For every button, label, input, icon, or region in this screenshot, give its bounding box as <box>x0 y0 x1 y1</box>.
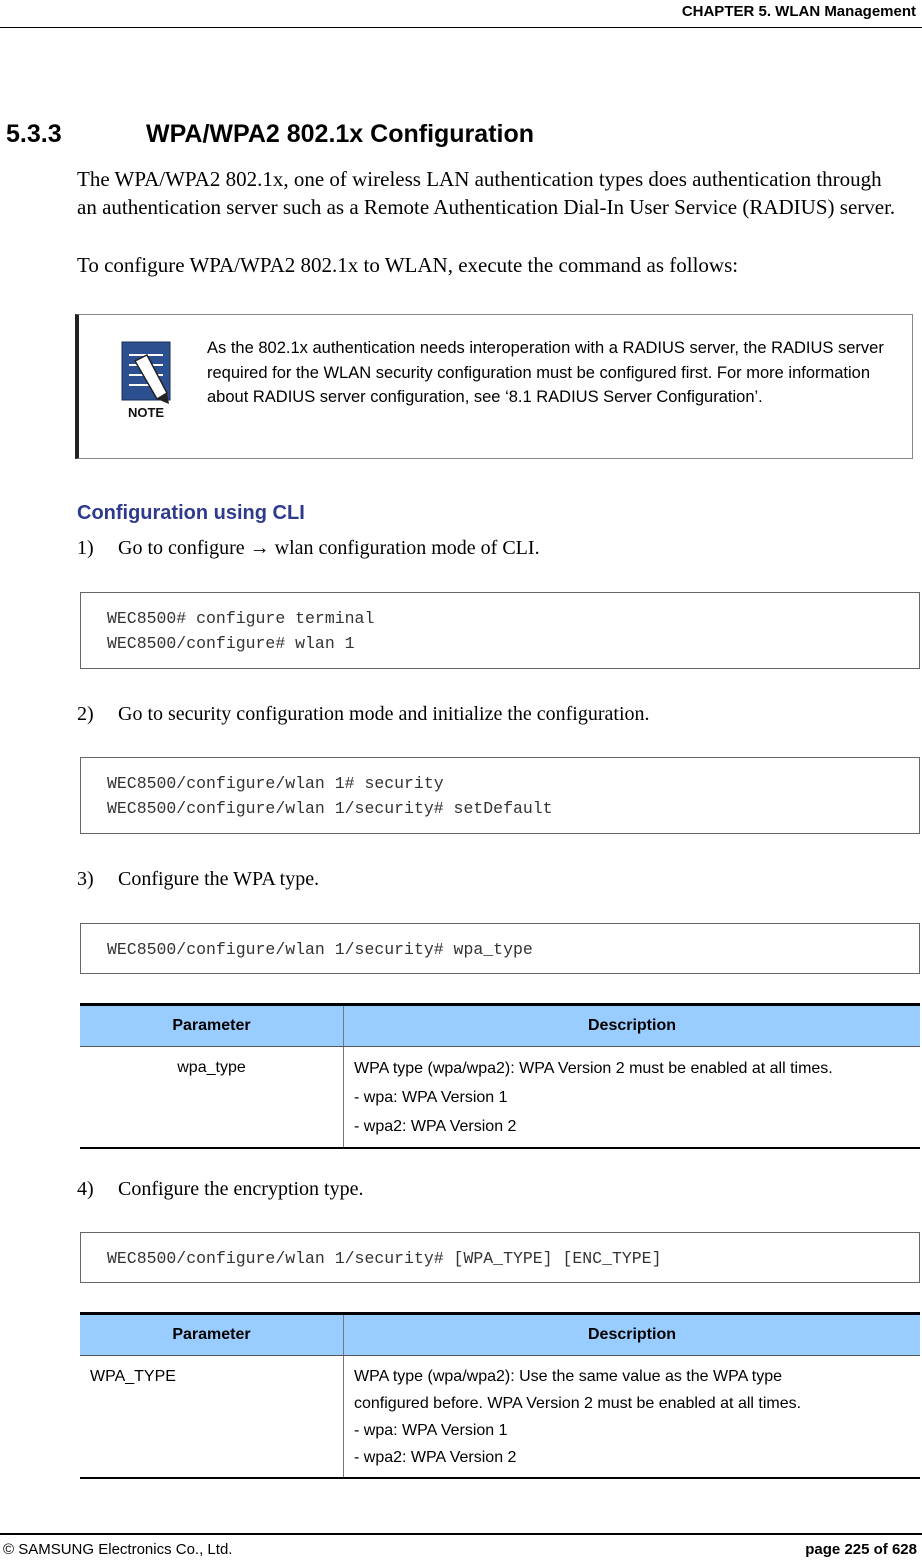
note-icon-label: NOTE <box>127 405 165 420</box>
desc-line: - wpa: WPA Version 1 <box>354 1089 508 1106</box>
table-row <box>80 1047 920 1149</box>
desc-line: WPA type (wpa/wpa2): Use the same value as the WPA type <box>354 1368 783 1385</box>
chapter-header: CHAPTER 5. WLAN Management <box>681 3 916 20</box>
section-number: 5.3.3 <box>6 120 62 148</box>
desc-line: - wpa: WPA Version 1 <box>354 1422 508 1439</box>
table-header-description: Description <box>344 1005 921 1047</box>
step-4 <box>77 1178 364 1201</box>
step-text: Configure the encryption type. <box>118 1178 364 1200</box>
table-header-parameter: Parameter <box>80 1314 344 1356</box>
section-heading <box>6 120 534 149</box>
code-block-3: WEC8500/configure/wlan 1/security# wpa_type <box>80 923 920 974</box>
step-text: Go to configure → wlan configuration mode of CLI. <box>118 537 540 559</box>
footer-page-number: page 225 of 628 <box>805 1541 917 1558</box>
code-block-2: WEC8500/configure/wlan 1# security WEC8500/configure/wlan 1/security# setDefault <box>80 757 920 834</box>
desc-line: configured before. WPA Version 2 must be enabled at all times. <box>354 1395 802 1412</box>
parameter-table-enc-type <box>80 1312 920 1479</box>
table-header-description: Description <box>344 1314 921 1356</box>
footer-copyright: © SAMSUNG Electronics Co., Ltd. <box>3 1541 233 1558</box>
table-header-parameter: Parameter <box>80 1005 344 1047</box>
table-row <box>80 1356 920 1479</box>
intro-paragraph: The WPA/WPA2 802.1x, one of wireless LAN authentication types does authentication through an authentication server such as a Remote Authentication Dial-In User Service (RADIUS) server. <box>77 167 896 219</box>
cli-heading: Configuration using CLI <box>77 502 305 524</box>
desc-line: - wpa2: WPA Version 2 <box>354 1118 517 1135</box>
param-name: wpa_type <box>80 1047 344 1149</box>
step-number: 3) <box>77 868 94 890</box>
code-block-4: WEC8500/configure/wlan 1/security# [WPA_TYPE] [ENC_TYPE] <box>80 1232 920 1283</box>
param-description <box>344 1047 921 1149</box>
step-number: 2) <box>77 703 94 725</box>
step-1 <box>77 537 540 560</box>
desc-line: WPA type (wpa/wpa2): WPA Version 2 must be enabled at all times. <box>354 1060 833 1077</box>
header-divider <box>0 27 922 28</box>
param-description <box>344 1356 921 1479</box>
code-block-1: WEC8500# configure terminal WEC8500/configure# wlan 1 <box>80 592 920 669</box>
section-title: WPA/WPA2 802.1x Configuration <box>146 120 535 148</box>
step-2 <box>77 703 650 726</box>
step-3 <box>77 868 319 891</box>
footer-divider <box>0 1533 922 1535</box>
note-text: As the 802.1x authentication needs interoperation with a RADIUS server, the RADIUS server required for the WLAN security configuration must be configured first. For more information about RADIUS server configuration, see ‘8.1 RADIUS Server Configuration’. <box>207 339 884 406</box>
parameter-table-wpa-type <box>80 1003 920 1149</box>
desc-line: - wpa2: WPA Version 2 <box>354 1449 517 1466</box>
param-name: WPA_TYPE <box>80 1356 344 1479</box>
step-number: 4) <box>77 1178 94 1200</box>
step-text: Configure the WPA type. <box>118 868 320 890</box>
step-number: 1) <box>77 537 94 559</box>
step-text: Go to security configuration mode and initialize the configuration. <box>118 703 650 725</box>
note-pencil-icon <box>117 341 175 421</box>
note-box <box>75 314 913 459</box>
instruction-paragraph: To configure WPA/WPA2 802.1x to WLAN, execute the command as follows: <box>77 253 739 277</box>
